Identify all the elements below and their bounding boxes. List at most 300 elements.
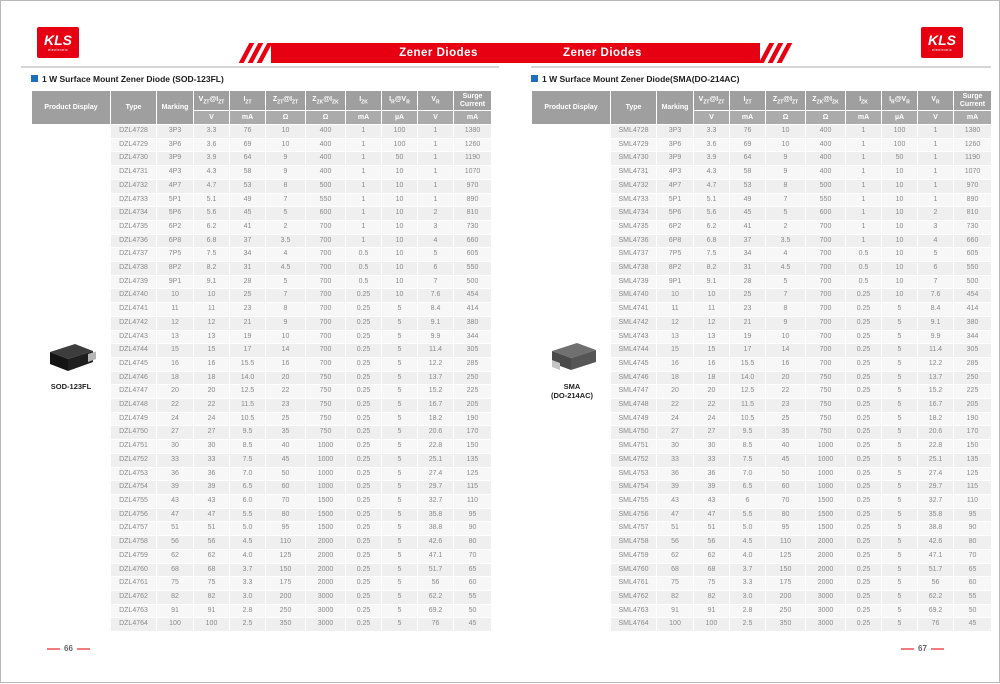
cell: 700 (806, 276, 845, 289)
column-header: $Z_{ZK}@I_{ZK}$ (306, 91, 345, 110)
cell: 5 (382, 481, 417, 494)
cell: 0.5 (846, 276, 881, 289)
cell: 43 (157, 495, 193, 508)
unit-header: Ω (306, 111, 345, 124)
footer-dash (901, 648, 914, 650)
cell: 1 (918, 166, 953, 179)
cell: 22 (766, 385, 805, 398)
cell: 28 (730, 276, 765, 289)
cell: 1190 (954, 152, 991, 165)
cell: 56 (694, 536, 729, 549)
cell: 1 (346, 221, 381, 234)
cell: 75 (194, 577, 229, 590)
cell: 6 (918, 262, 953, 275)
cell: 82 (657, 591, 693, 604)
cell: 0.25 (846, 468, 881, 481)
cell: 0.25 (346, 536, 381, 549)
cell: 6P8 (157, 235, 193, 248)
cell: 5 (382, 344, 417, 357)
cell: 18.2 (918, 413, 953, 426)
cell: 225 (954, 385, 991, 398)
cell: 69 (730, 139, 765, 152)
cell: 1380 (954, 125, 991, 138)
cell: DZL4759 (111, 550, 156, 563)
cell: 70 (266, 495, 305, 508)
cell: 30 (157, 440, 193, 453)
cell: 9.1 (418, 317, 453, 330)
cell: 0.5 (346, 276, 381, 289)
unit-header: Ω (266, 111, 305, 124)
cell: 454 (954, 289, 991, 302)
cell: 50 (882, 152, 917, 165)
cell: 11.4 (918, 344, 953, 357)
cell: 5 (382, 454, 417, 467)
cell: 10 (266, 331, 305, 344)
banner-stripes-icon (242, 43, 269, 63)
cell: 43 (194, 495, 229, 508)
cell: 344 (454, 331, 491, 344)
cell: DZL4748 (111, 399, 156, 412)
cell: 0.25 (846, 454, 881, 467)
cell: 125 (766, 550, 805, 563)
cell: 750 (306, 413, 345, 426)
cell: 1 (846, 194, 881, 207)
cell: 14 (766, 344, 805, 357)
cell: 3.3 (694, 125, 729, 138)
cell: 344 (954, 331, 991, 344)
cell: 5 (382, 317, 417, 330)
cell: 110 (954, 495, 991, 508)
cell: DZL4739 (111, 276, 156, 289)
cell: 16 (694, 358, 729, 371)
cell: 8P2 (657, 262, 693, 275)
cell: 1260 (454, 139, 491, 152)
cell: 1 (346, 180, 381, 193)
cell: 0.25 (846, 385, 881, 398)
cell: 4 (766, 248, 805, 261)
cell: 9.9 (918, 331, 953, 344)
cell: 1000 (806, 454, 845, 467)
cell: 3.6 (194, 139, 229, 152)
cell: 100 (194, 618, 229, 631)
header-rule (21, 66, 499, 68)
cell: 380 (954, 317, 991, 330)
cell: 3000 (806, 605, 845, 618)
cell: 45 (266, 454, 305, 467)
cell: SML4747 (611, 385, 656, 398)
cell: 700 (806, 344, 845, 357)
cell: SML4739 (611, 276, 656, 289)
cell: 7.0 (730, 468, 765, 481)
cell: SML4729 (611, 139, 656, 152)
cell: 700 (806, 317, 845, 330)
cell: 20 (157, 385, 193, 398)
cell: 5 (382, 303, 417, 316)
cell: 50 (954, 605, 991, 618)
cell: 9P1 (157, 276, 193, 289)
cell: SML4763 (611, 605, 656, 618)
cell: 17 (730, 344, 765, 357)
column-header: $Z_{ZT}@I_{ZT}$ (266, 91, 305, 110)
cell: 5P6 (157, 207, 193, 220)
cell: 95 (954, 509, 991, 522)
cell: 100 (382, 125, 417, 138)
cell: 5 (382, 385, 417, 398)
cell: 50 (454, 605, 491, 618)
cell: 4P3 (157, 166, 193, 179)
cell: 400 (806, 152, 845, 165)
cell: DZL4750 (111, 426, 156, 439)
sod123fl-package-icon (43, 339, 99, 375)
cell: 80 (766, 509, 805, 522)
cell: 0.25 (846, 564, 881, 577)
cell: 23 (230, 303, 265, 316)
cell: DZL4743 (111, 331, 156, 344)
page-number-footer (43, 644, 94, 653)
cell: 10 (382, 289, 417, 302)
cell: 3.5 (766, 235, 805, 248)
cell: 8.2 (194, 262, 229, 275)
cell: 3000 (306, 618, 345, 631)
cell: 24 (657, 413, 693, 426)
cell: 135 (954, 454, 991, 467)
column-header: $Z_{ZK}@I_{ZK}$ (806, 91, 845, 110)
cell: 13 (694, 331, 729, 344)
cell: 36 (694, 468, 729, 481)
column-header: $I_{ZK}$ (346, 91, 381, 110)
cell: 6P8 (657, 235, 693, 248)
cell: SML4764 (611, 618, 656, 631)
cell: 970 (454, 180, 491, 193)
cell: 55 (954, 591, 991, 604)
cell: 50 (382, 152, 417, 165)
cell: 9.1 (918, 317, 953, 330)
cell: 500 (306, 180, 345, 193)
cell: 27 (157, 426, 193, 439)
cell: SML4757 (611, 522, 656, 535)
cell: 1 (918, 194, 953, 207)
cell: 115 (454, 481, 491, 494)
cell: 5 (882, 385, 917, 398)
cell: 5 (382, 509, 417, 522)
cell: 5P1 (657, 194, 693, 207)
cell: 600 (806, 207, 845, 220)
cell: 23 (766, 399, 805, 412)
cell: 205 (954, 399, 991, 412)
cell: 3.3 (194, 125, 229, 138)
cell: 1 (918, 139, 953, 152)
cell: 1 (346, 194, 381, 207)
cell: 68 (157, 564, 193, 577)
cell: 0.25 (846, 618, 881, 631)
cell: 39 (657, 481, 693, 494)
cell: 45 (454, 618, 491, 631)
cell: 1500 (806, 509, 845, 522)
unit-header: V (418, 111, 453, 124)
cell: DZL4731 (111, 166, 156, 179)
cell: 7 (266, 289, 305, 302)
cell: 4.5 (730, 536, 765, 549)
cell: 7 (766, 289, 805, 302)
cell: 24 (694, 413, 729, 426)
cell: 1 (418, 194, 453, 207)
column-header: $I_{ZT}$ (730, 91, 765, 110)
cell: 4.5 (266, 262, 305, 275)
cell: 110 (766, 536, 805, 549)
cell: 0.5 (346, 248, 381, 261)
column-header: $I_R@V_R$ (882, 91, 917, 110)
column-header: $V_{ZT}@I_{ZT}$ (694, 91, 729, 110)
cell: 16.7 (418, 399, 453, 412)
cell: 700 (806, 331, 845, 344)
cell: 40 (266, 440, 305, 453)
cell: 810 (954, 207, 991, 220)
cell: 62 (157, 550, 193, 563)
cell: 9 (266, 152, 305, 165)
cell: 5 (382, 440, 417, 453)
cell: 0.25 (346, 303, 381, 316)
cell: 2.5 (230, 618, 265, 631)
cell: 27.4 (918, 468, 953, 481)
cell: SML4731 (611, 166, 656, 179)
cell: 80 (954, 536, 991, 549)
cell: 5 (382, 413, 417, 426)
cell: DZL4762 (111, 591, 156, 604)
cell: 25 (766, 413, 805, 426)
cell: 10 (882, 235, 917, 248)
cell: 20 (194, 385, 229, 398)
cell: DZL4761 (111, 577, 156, 590)
cell: 250 (266, 605, 305, 618)
cell: 2000 (806, 550, 845, 563)
cell: 700 (306, 331, 345, 344)
cell: SML4735 (611, 221, 656, 234)
cell: 190 (454, 413, 491, 426)
cell: 42.6 (418, 536, 453, 549)
cell: SML4736 (611, 235, 656, 248)
cell: 10 (882, 276, 917, 289)
cell: 5 (382, 522, 417, 535)
cell: 305 (454, 344, 491, 357)
cell: 0.5 (846, 262, 881, 275)
cell: 15 (694, 344, 729, 357)
cell: 4P7 (157, 180, 193, 193)
cell: 7.5 (730, 454, 765, 467)
cell: 12 (194, 317, 229, 330)
cell: 0.25 (846, 317, 881, 330)
cell: 33 (657, 454, 693, 467)
cell: 2.5 (730, 618, 765, 631)
cell: 69.2 (918, 605, 953, 618)
cell: 6 (730, 495, 765, 508)
cell: 3.0 (730, 591, 765, 604)
cell: 750 (306, 385, 345, 398)
cell: 10 (882, 289, 917, 302)
cell: 125 (266, 550, 305, 563)
cell: SML4758 (611, 536, 656, 549)
cell: 4.0 (230, 550, 265, 563)
cell: 7.5 (230, 454, 265, 467)
cell: 500 (954, 276, 991, 289)
cell: 7 (766, 194, 805, 207)
cell: DZL4756 (111, 509, 156, 522)
cell: 10 (382, 180, 417, 193)
cell: 414 (954, 303, 991, 316)
cell: 9 (266, 166, 305, 179)
cell: 7.0 (230, 468, 265, 481)
cell: 10 (194, 289, 229, 302)
cell: 12 (694, 317, 729, 330)
cell: 0.25 (846, 481, 881, 494)
cell: 10 (766, 331, 805, 344)
column-header: $Z_{ZT}@I_{ZT}$ (766, 91, 805, 110)
cell: SML4749 (611, 413, 656, 426)
cell: 8 (266, 303, 305, 316)
cell: 15 (657, 344, 693, 357)
cell: 10 (882, 166, 917, 179)
cell: 5 (418, 248, 453, 261)
cell: 400 (306, 125, 345, 138)
cell: 23 (730, 303, 765, 316)
cell: DZL4735 (111, 221, 156, 234)
cell: 890 (454, 194, 491, 207)
cell: 454 (454, 289, 491, 302)
cell: 9.9 (418, 331, 453, 344)
cell: 95 (766, 522, 805, 535)
unit-header: µA (382, 111, 417, 124)
cell: 1500 (806, 522, 845, 535)
cell: 62.2 (918, 591, 953, 604)
cell: SML4760 (611, 564, 656, 577)
cell: 47 (694, 509, 729, 522)
cell: 5P6 (657, 207, 693, 220)
cell: 0.25 (346, 426, 381, 439)
cell: 5.5 (730, 509, 765, 522)
cell: 190 (954, 413, 991, 426)
cell: 225 (454, 385, 491, 398)
cell: 18 (194, 372, 229, 385)
cell: 51 (694, 522, 729, 535)
unit-header: mA (346, 111, 381, 124)
cell: 75 (657, 577, 693, 590)
cell: 700 (306, 235, 345, 248)
unit-header: V (694, 111, 729, 124)
cell: 24 (194, 413, 229, 426)
cell: 70 (766, 495, 805, 508)
section-bullet-icon (531, 75, 538, 82)
cell: DZL4751 (111, 440, 156, 453)
cell: 3000 (306, 591, 345, 604)
cell: 10 (694, 289, 729, 302)
cell: 10 (382, 262, 417, 275)
cell: 10 (266, 139, 305, 152)
cell: 12.2 (918, 358, 953, 371)
cell: 0.25 (346, 564, 381, 577)
cell: 700 (306, 262, 345, 275)
cell: 1380 (454, 125, 491, 138)
cell: DZL4736 (111, 235, 156, 248)
cell: 51 (194, 522, 229, 535)
cell: 11 (657, 303, 693, 316)
cell: 730 (454, 221, 491, 234)
banner-title: Zener Diodes (271, 43, 551, 63)
cell: 700 (806, 303, 845, 316)
cell: DZL4733 (111, 194, 156, 207)
cell: 35.8 (418, 509, 453, 522)
cell: DZL4744 (111, 344, 156, 357)
cell: 100 (382, 139, 417, 152)
cell: 50 (766, 468, 805, 481)
cell: 605 (454, 248, 491, 261)
cell: DZL4741 (111, 303, 156, 316)
cell: 0.25 (346, 495, 381, 508)
cell: 200 (266, 591, 305, 604)
product-label: SOD-123FL (50, 382, 92, 391)
cell: 30 (194, 440, 229, 453)
cell: 0.25 (846, 426, 881, 439)
column-header: Type (111, 91, 156, 124)
cell: 3 (418, 221, 453, 234)
cell: 16 (157, 358, 193, 371)
cell: 0.25 (346, 468, 381, 481)
cell: 68 (194, 564, 229, 577)
cell: 91 (657, 605, 693, 618)
cell: DZL4745 (111, 358, 156, 371)
kls-logo (37, 27, 79, 58)
cell: 40 (766, 440, 805, 453)
cell: 30 (694, 440, 729, 453)
cell: 2000 (806, 577, 845, 590)
cell: 51 (157, 522, 193, 535)
cell: 0.25 (346, 618, 381, 631)
column-header: $I_{ZT}$ (230, 91, 265, 110)
cell: 9.1 (194, 276, 229, 289)
cell: 1 (846, 221, 881, 234)
unit-header: V (194, 111, 229, 124)
cell: 3P9 (157, 152, 193, 165)
cell: 1 (418, 125, 453, 138)
cell: 39 (194, 481, 229, 494)
cell: 38.8 (918, 522, 953, 535)
cell: 10 (382, 221, 417, 234)
cell: 110 (266, 536, 305, 549)
cell: 1190 (454, 152, 491, 165)
cell: 9 (766, 166, 805, 179)
cell: 350 (766, 618, 805, 631)
product-label: SMA (563, 382, 581, 391)
cell: 550 (806, 194, 845, 207)
cell: 170 (454, 426, 491, 439)
cell: 305 (954, 344, 991, 357)
cell: 400 (806, 166, 845, 179)
cell: DZL4753 (111, 468, 156, 481)
cell: 750 (306, 372, 345, 385)
cell: 250 (766, 605, 805, 618)
cell: 13.7 (418, 372, 453, 385)
zener-diodes-banner (539, 43, 789, 63)
cell: 11 (694, 303, 729, 316)
cell: 700 (806, 289, 845, 302)
cell: 5 (382, 605, 417, 618)
cell: 56 (918, 577, 953, 590)
cell: 15 (157, 344, 193, 357)
cell: 10 (382, 248, 417, 261)
cell: 7.6 (918, 289, 953, 302)
cell: 1 (418, 180, 453, 193)
cell: 3P3 (657, 125, 693, 138)
cell: 5 (382, 536, 417, 549)
cell: DZL4738 (111, 262, 156, 275)
